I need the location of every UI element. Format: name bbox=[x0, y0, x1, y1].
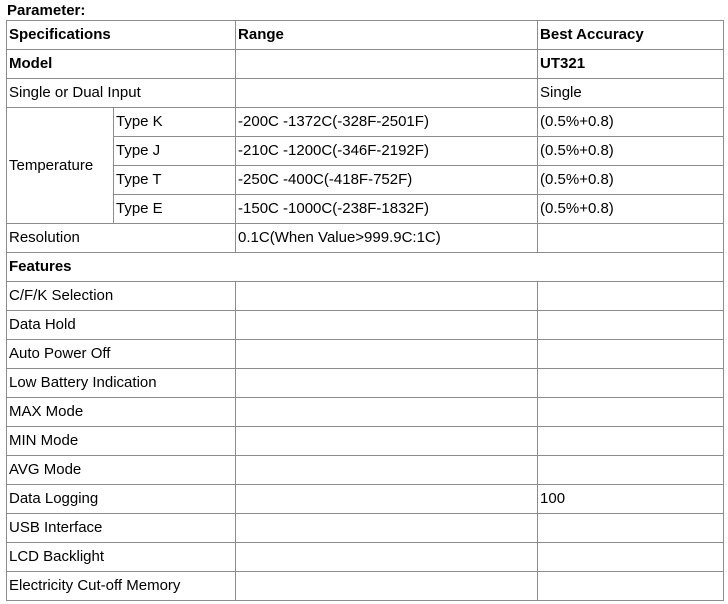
feature-name: LCD Backlight bbox=[7, 543, 236, 572]
feature-row bbox=[7, 369, 724, 398]
feature-row bbox=[7, 340, 724, 369]
temperature-range: -250C -400C(-418F-752F) bbox=[236, 166, 538, 195]
feature-accuracy: 100 bbox=[538, 485, 724, 514]
feature-range bbox=[236, 340, 538, 369]
feature-range bbox=[236, 427, 538, 456]
header-row bbox=[7, 21, 724, 50]
feature-row bbox=[7, 514, 724, 543]
resolution-label: Resolution bbox=[7, 224, 236, 253]
model-value: UT321 bbox=[538, 50, 724, 79]
feature-accuracy bbox=[538, 456, 724, 485]
feature-range bbox=[236, 311, 538, 340]
model-label: Model bbox=[7, 50, 236, 79]
header-best-accuracy: Best Accuracy bbox=[538, 21, 724, 50]
feature-accuracy bbox=[538, 543, 724, 572]
model-range bbox=[236, 50, 538, 79]
model-row bbox=[7, 50, 724, 79]
input-row bbox=[7, 79, 724, 108]
feature-name: AVG Mode bbox=[7, 456, 236, 485]
header-range: Range bbox=[236, 21, 538, 50]
feature-range bbox=[236, 485, 538, 514]
temperature-range: -200C -1372C(-328F-2501F) bbox=[236, 108, 538, 137]
feature-accuracy bbox=[538, 427, 724, 456]
feature-accuracy bbox=[538, 514, 724, 543]
features-heading: Features bbox=[7, 253, 724, 282]
feature-range bbox=[236, 456, 538, 485]
feature-row bbox=[7, 485, 724, 514]
feature-range bbox=[236, 398, 538, 427]
resolution-accuracy bbox=[538, 224, 724, 253]
feature-name: Electricity Cut-off Memory bbox=[7, 572, 236, 601]
feature-accuracy bbox=[538, 311, 724, 340]
feature-range bbox=[236, 369, 538, 398]
feature-name: C/F/K Selection bbox=[7, 282, 236, 311]
feature-name: MIN Mode bbox=[7, 427, 236, 456]
feature-name: Data Hold bbox=[7, 311, 236, 340]
temperature-range: -210C -1200C(-346F-2192F) bbox=[236, 137, 538, 166]
feature-name: Auto Power Off bbox=[7, 340, 236, 369]
feature-range bbox=[236, 282, 538, 311]
temperature-type: Type T bbox=[114, 166, 236, 195]
resolution-row bbox=[7, 224, 724, 253]
feature-row bbox=[7, 456, 724, 485]
temperature-row bbox=[7, 166, 724, 195]
temperature-row bbox=[7, 108, 724, 137]
feature-range bbox=[236, 572, 538, 601]
feature-name: USB Interface bbox=[7, 514, 236, 543]
resolution-value: 0.1C(When Value>999.9C:1C) bbox=[236, 224, 538, 253]
temperature-row bbox=[7, 195, 724, 224]
feature-accuracy bbox=[538, 398, 724, 427]
temperature-accuracy: (0.5%+0.8) bbox=[538, 108, 724, 137]
feature-row bbox=[7, 311, 724, 340]
parameter-table bbox=[6, 20, 724, 601]
temperature-accuracy: (0.5%+0.8) bbox=[538, 166, 724, 195]
header-specifications: Specifications bbox=[7, 21, 236, 50]
temperature-type: Type J bbox=[114, 137, 236, 166]
feature-accuracy bbox=[538, 572, 724, 601]
feature-accuracy bbox=[538, 282, 724, 311]
feature-row bbox=[7, 398, 724, 427]
page-heading: Parameter: bbox=[7, 2, 86, 19]
temperature-accuracy: (0.5%+0.8) bbox=[538, 137, 724, 166]
feature-row bbox=[7, 282, 724, 311]
input-value: Single bbox=[538, 79, 724, 108]
temperature-label: Temperature bbox=[7, 108, 114, 224]
temperature-accuracy: (0.5%+0.8) bbox=[538, 195, 724, 224]
temperature-type: Type K bbox=[114, 108, 236, 137]
feature-accuracy bbox=[538, 369, 724, 398]
input-label: Single or Dual Input bbox=[7, 79, 236, 108]
temperature-type: Type E bbox=[114, 195, 236, 224]
input-range bbox=[236, 79, 538, 108]
feature-name: Data Logging bbox=[7, 485, 236, 514]
feature-row bbox=[7, 543, 724, 572]
feature-name: MAX Mode bbox=[7, 398, 236, 427]
feature-name: Low Battery Indication bbox=[7, 369, 236, 398]
temperature-row bbox=[7, 137, 724, 166]
feature-accuracy bbox=[538, 340, 724, 369]
feature-row bbox=[7, 572, 724, 601]
feature-range bbox=[236, 514, 538, 543]
temperature-range: -150C -1000C(-238F-1832F) bbox=[236, 195, 538, 224]
feature-range bbox=[236, 543, 538, 572]
feature-row bbox=[7, 427, 724, 456]
features-header-row bbox=[7, 253, 724, 282]
